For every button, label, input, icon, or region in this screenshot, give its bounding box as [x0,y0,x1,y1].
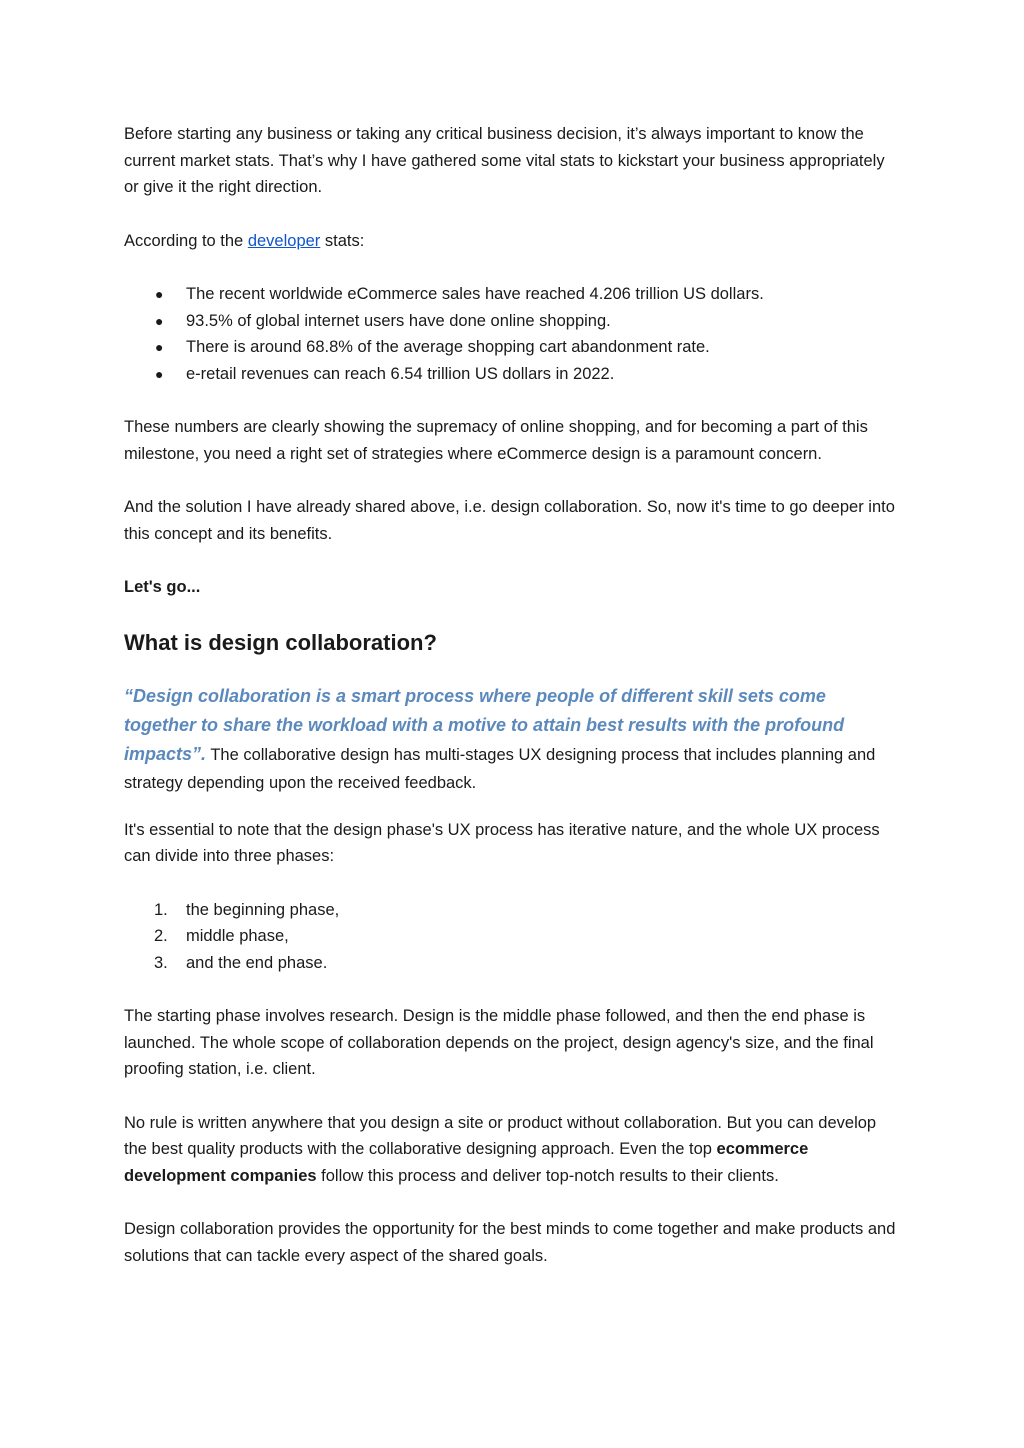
list-item-text: There is around 68.8% of the average shopping cart abandonment rate. [186,338,710,356]
no-rule-paragraph [124,1110,900,1190]
lets-go-text: Let's go... [124,578,201,596]
numbers-paragraph: These numbers are clearly showing the supremacy of online shopping, and for becoming a part of this milestone, you need a right set of strategies where eCommerce design is a paramount concern. [124,418,868,463]
list-item [124,923,900,950]
no-rule-prefix: No rule is written anywhere that you design a site or product without collaboration. But you can develop the best quality products with the collaborative designing approach. Even the top [124,1113,877,1158]
bullet-icon: ● [155,339,164,355]
document-page [124,121,900,1269]
no-rule-suffix: follow this process and deliver top-notch results to their clients. [316,1166,779,1185]
intro-paragraph: Before starting any business or taking any critical business decision, it’s always important to know the current market stats. That’s why I have gathered some vital stats to kickstart your business appropriately or give it the right direction. [124,125,885,196]
list-item [124,308,900,335]
solution-paragraph: And the solution I have already shared above, i.e. design collaboration. So, now it's time to go deeper into this concept and its benefits. [124,498,895,543]
definition-quote: “Design collaboration is a smart process where people of different skill sets come together to share the workload with a motive to attain best results with the profound impacts”. [124,685,845,764]
starting-phase-paragraph: The starting phase involves research. Design is the middle phase followed, and then the end phase is launched. The whole scope of collaboration depends on the project, design agency's size, and the final proofing station, i.e. client. [124,1007,874,1078]
according-prefix: According to the [124,231,248,250]
list-item-text: The recent worldwide eCommerce sales have reached 4.206 trillion US dollars. [186,285,764,303]
ecommerce-companies-bold: ecommerce development companies [124,1140,809,1185]
list-number: 3. [154,953,168,972]
opportunity-paragraph: Design collaboration provides the opportunity for the best minds to come together and make products and solutions that can tackle every aspect of the shared goals. [124,1220,896,1265]
list-item [124,334,900,361]
list-item [124,281,900,308]
phases-list [124,897,900,977]
definition-followup: The collaborative design has multi-stages UX designing process that includes planning and strategy depending upon the received feedback. [124,745,876,792]
bullet-icon: ● [155,286,164,302]
list-item-text: the beginning phase, [186,900,340,919]
according-paragraph [124,228,900,255]
list-item [124,897,900,924]
bullet-icon: ● [155,312,164,329]
definition-paragraph [124,682,900,797]
essential-paragraph: It's essential to note that the design phase's UX process has iterative nature, and the whole UX process can divide into three phases: [124,820,880,865]
section-heading: What is design collaboration? [124,629,437,655]
list-item-text: middle phase, [186,927,289,945]
list-number: 2. [154,927,168,945]
list-item-text: 93.5% of global internet users have done online shopping. [186,311,611,330]
list-number: 1. [154,900,168,919]
list-item [124,950,900,977]
developer-link[interactable]: developer [247,231,321,250]
according-suffix: stats: [320,231,365,250]
stats-list [124,281,900,387]
list-item-text: and the end phase. [186,953,328,972]
list-item-text: e-retail revenues can reach 6.54 trillion US dollars in 2022. [186,364,615,383]
list-item [124,361,900,388]
bullet-icon: ● [155,365,164,382]
